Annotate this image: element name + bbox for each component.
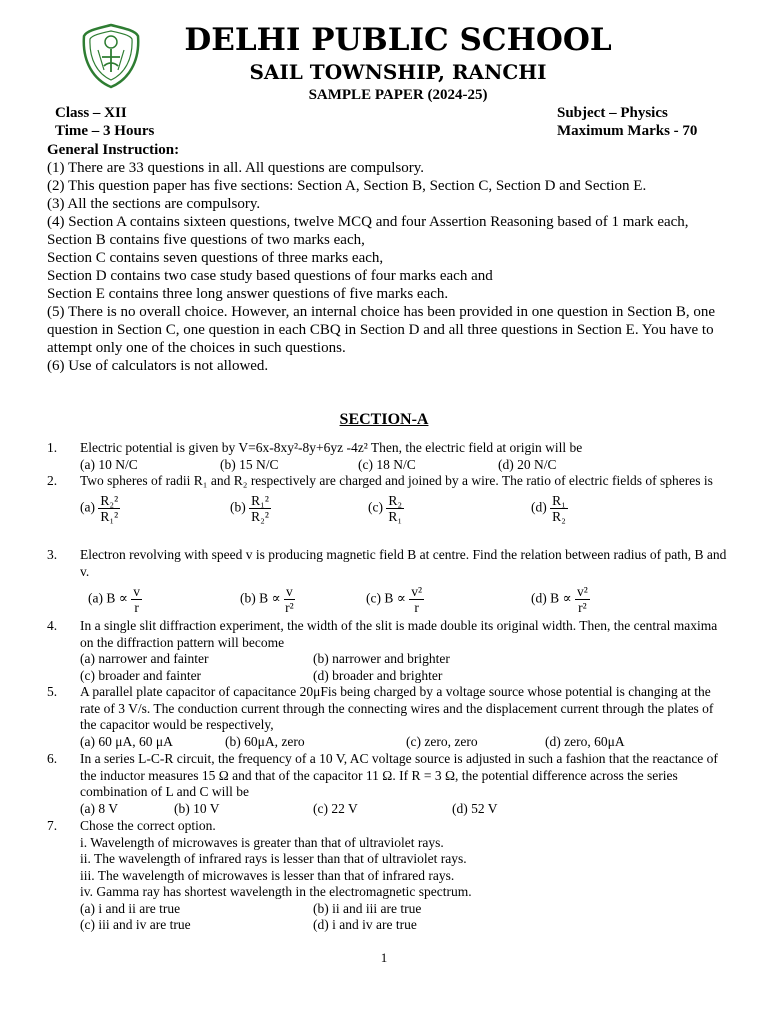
option: (d) 20 N/C (498, 456, 557, 472)
option: (a) B ∝ $\frac{v}{r}$ (88, 584, 140, 615)
option: (b) 10 V (174, 800, 220, 816)
option: (d) $\frac{\text{R₁}}{\text{R₂}}$ (531, 492, 566, 524)
instruction-item: Section C contains seven questions of three marks each, (47, 250, 384, 266)
option: (a) 60 μA, 60 μA (80, 733, 173, 749)
statement: ii. The wavelength of infrared rays is lesser than that of ultraviolet rays. (80, 851, 467, 866)
option: (d) zero, 60μA (545, 733, 625, 749)
options-row (80, 580, 727, 620)
option: (c) zero, zero (406, 733, 478, 749)
general-instructions (47, 141, 727, 375)
question-number: 5. (47, 684, 58, 699)
instruction-item: (6) Use of calculators is not allowed. (47, 358, 269, 374)
question-number: 2. (47, 473, 58, 488)
instruction-item: (3) All the sections are compulsory. (47, 196, 261, 212)
question-5 (47, 684, 727, 750)
class-label: Class – XII (55, 105, 127, 121)
instruction-item: (4) Section A contains sixteen questions, twelve MCQ and four Assertion Reasoning based of 1 mark each, (47, 214, 689, 230)
instruction-item: Section D contains two case study based questions of four marks each and (47, 268, 493, 284)
option: (b) ii and iii are true (313, 900, 422, 916)
option: (b) 60μA, zero (225, 733, 305, 749)
question-4 (47, 618, 727, 684)
options-row (80, 490, 727, 530)
option: (b) B ∝ $\frac{v}{\text{r²}}$ (240, 584, 294, 615)
question-number: 3. (47, 547, 58, 562)
options-row (80, 651, 727, 668)
page-number: 1 (380, 950, 388, 965)
option: (a) narrower and fainter (80, 651, 209, 666)
question-number: 1. (47, 440, 58, 455)
question-7 (47, 818, 727, 934)
option: (d) 52 V (452, 800, 498, 816)
school-name: DELHI PUBLIC SCHOOL (184, 22, 612, 58)
option: (b) $\frac{\text{R₁²}}{\text{R₂²}}$ (230, 492, 269, 524)
option: (b) narrower and brighter (313, 651, 450, 666)
question-text: Chose the correct option. (80, 818, 216, 833)
option: (a) i and ii are true (80, 900, 181, 916)
instruction-item: Section E contains three long answer questions of five marks each. (47, 286, 449, 302)
option: (c) 22 V (313, 800, 358, 816)
option: (a) $\frac{\text{R₂²}}{\text{R₁²}}$ (80, 492, 119, 524)
subject-label: Subject – Physics (557, 105, 668, 121)
instruction-item: (5) There is no overall choice. However, an internal choice has been provided in one question in Section B, one question in Section C, one question in each CBQ in Section D and all three questions in Section E. You have to attempt only one of the choices in such questions. (47, 304, 716, 356)
question-6 (47, 751, 727, 817)
option: (c) B ∝ $\frac{\text{v²}}{r}$ (366, 584, 423, 615)
time-label: Time – 3 Hours (55, 123, 155, 139)
question-text: In a single slit diffraction experiment, the width of the slit is made double its original width. Then, the central maxima on the diffraction pattern will become (80, 618, 718, 650)
question-3 (47, 547, 727, 620)
option: (c) iii and iv are true (80, 917, 191, 932)
question-text: A parallel plate capacitor of capacitance 20μFis being charged by a voltage source whose potential is changing at the rate of 3 V/s. The conduction current through the connecting wires and the displacement current through the plates of the capacitor would be respectively, (80, 684, 714, 732)
options-row (80, 668, 727, 685)
options-row (80, 901, 727, 918)
statement: iii. The wavelength of microwaves is lesser than that of infrared rays. (80, 867, 455, 883)
instruction-item: (2) This question paper has five sections: Section A, Section B, Section C, Section D and Section E. (47, 178, 647, 194)
options-row (80, 801, 727, 818)
question-number: 6. (47, 751, 58, 766)
options-row (80, 734, 727, 751)
option: (c) broader and fainter (80, 667, 202, 683)
marks-label: Maximum Marks - 70 (557, 123, 698, 139)
option: (a) 8 V (80, 800, 118, 816)
question-text: Electron revolving with speed v is producing magnetic field B at centre. Find the relation between radius of path, B and v. (80, 547, 727, 579)
question-1 (47, 440, 727, 473)
option: (d) i and iv are true (313, 917, 417, 932)
instruction-item: (1) There are 33 questions in all. All questions are compulsory. (47, 160, 424, 176)
section-heading: SECTION-A (339, 411, 429, 428)
statement: iv. Gamma ray has shortest wavelength in the electromagnetic spectrum. (80, 884, 472, 899)
option: (a) 10 N/C (80, 456, 138, 472)
option: (c) 18 N/C (358, 456, 416, 472)
school-campus: SAIL TOWNSHIP, RANCHI (249, 60, 547, 84)
option: (d) B ∝ $\frac{\text{v²}}{\text{r²}}$ (531, 584, 588, 615)
options-row (80, 917, 727, 934)
statement: i. Wavelength of microwaves is greater than that of ultraviolet rays. (80, 834, 444, 850)
options-row (80, 457, 727, 474)
option: (c) $\frac{\text{R₂}}{\text{R₁}}$ (368, 492, 403, 524)
instructions-heading: General Instruction: (47, 142, 180, 158)
question-text: Electric potential is given by V=6x-8xy²-8y+6yz -4z² Then, the electric field at origin will be (80, 440, 583, 455)
question-2 (47, 473, 727, 530)
paper-title: SAMPLE PAPER (2024-25) (308, 87, 488, 103)
option: (b) 15 N/C (220, 456, 279, 472)
question-text: Two spheres of radii R₁ and R₂ respectively are charged and joined by a wire. The ratio of electric fields of spheres is (80, 473, 713, 488)
question-number: 4. (47, 618, 58, 633)
question-number: 7. (47, 818, 58, 833)
question-text: In a series L-C-R circuit, the frequency of a 10 V, AC voltage source is adjusted in such a fashion that the reactance of the inductor measures 15 Ω and that of the capacitor 11 Ω. If R = 3 Ω, the potential difference across the series combination of L and C will be (80, 751, 718, 799)
instruction-item: Section B contains five questions of two marks each, (47, 232, 365, 248)
option: (d) broader and brighter (313, 667, 443, 683)
